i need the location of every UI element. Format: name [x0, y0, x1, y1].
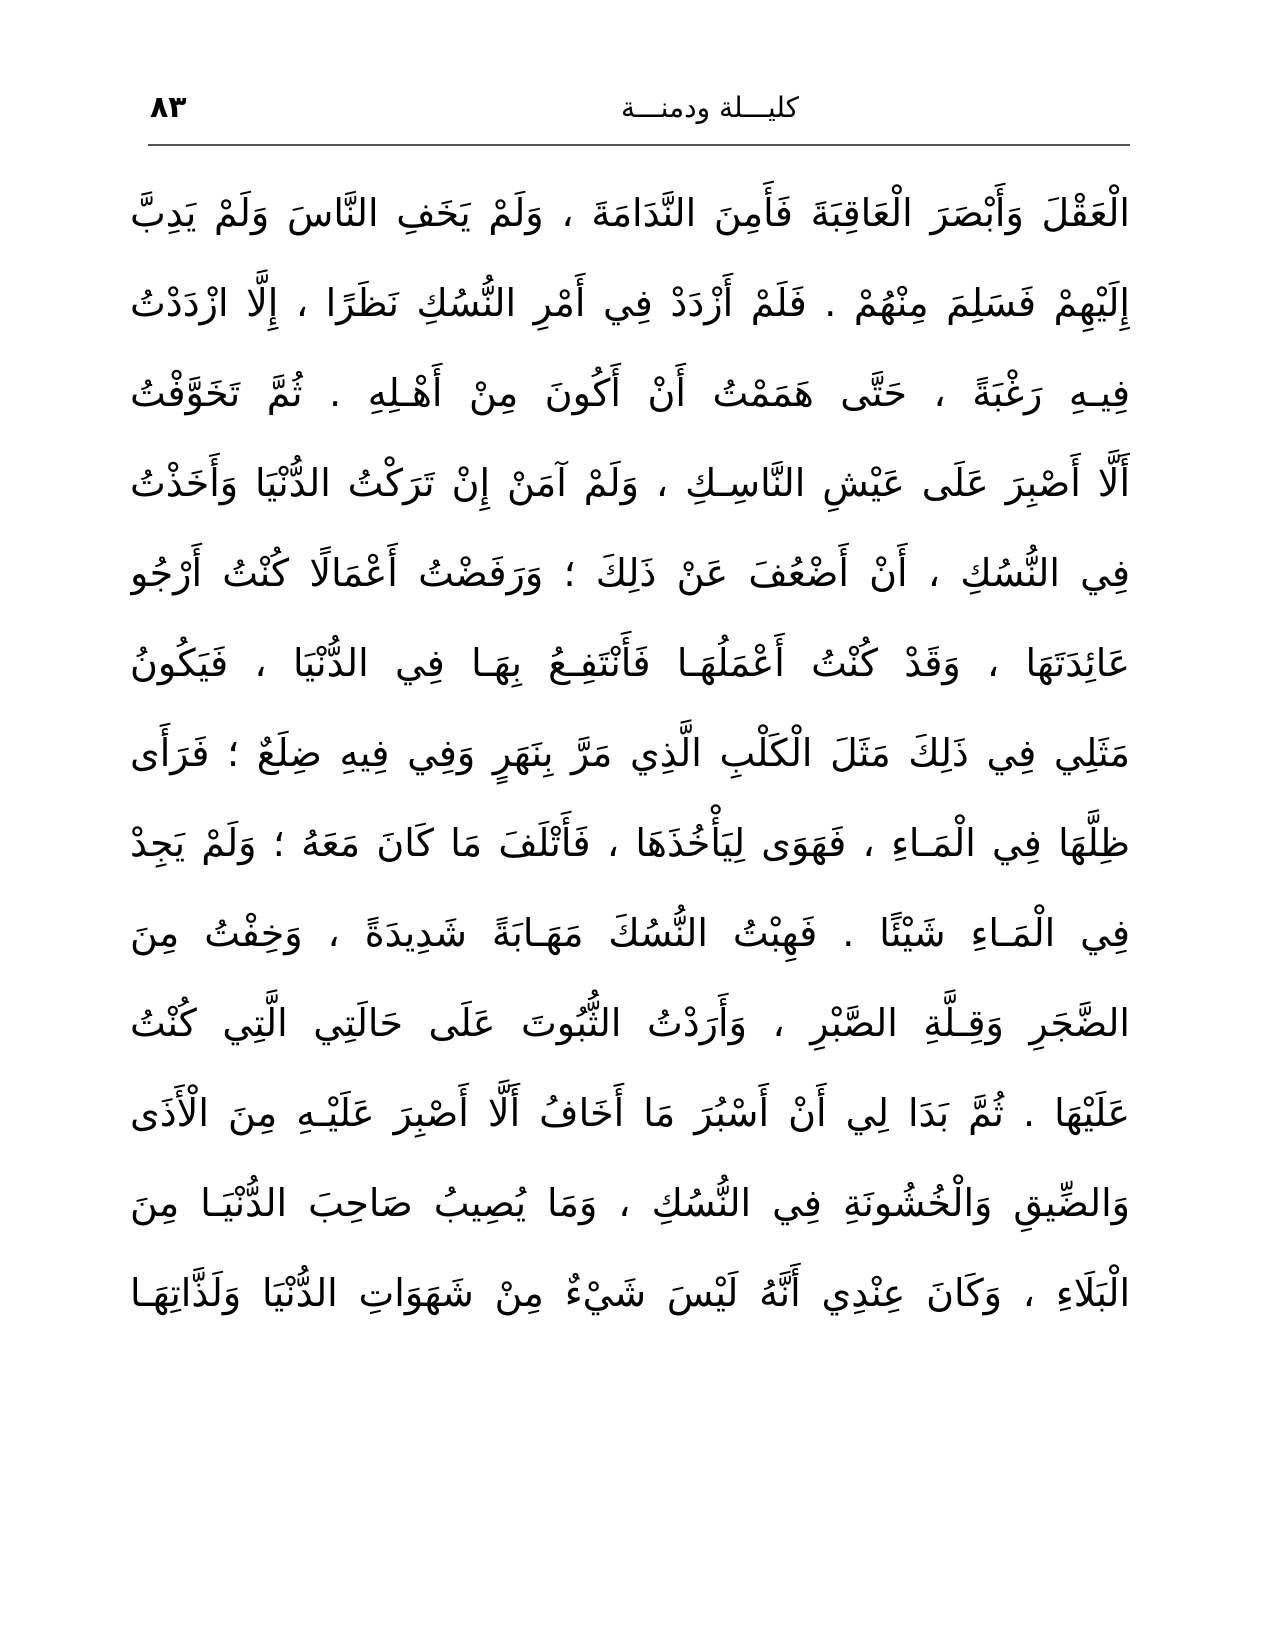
- text-line: فِيـهِ رَغْبَةً ، حَتَّى هَمَمْتُ أَنْ أَكُونَ مِنْ أَهْـلِهِ . ثُمَّ تَخَوَّفْتُ: [130, 371, 1130, 415]
- text-line: الْبَلَاءِ ، وَكَانَ عِنْدِي أَنَّهُ لَيْسَ شَيْءٌ مِنْ شَهَوَاتِ الدُّنْيَا وَلَذَّاتِهَـا: [130, 1271, 1130, 1315]
- text-line: عَائِدَتَهَا ، وَقَدْ كُنْتُ أَعْمَلُهَـا فَأَنْتَفِـعُ بِهَـا فِي الدُّنْيَا ، فَيَكُونُ: [130, 641, 1130, 685]
- text-line: الْعَقْلَ وَأَبْصَرَ الْعَاقِبَةَ فَأَمِنَ النَّدَامَةَ ، وَلَمْ يَخَفِ النَّاسَ وَلَمْ يَدِبَّ: [130, 191, 1130, 235]
- text-line: إِلَيْهِمْ فَسَلِمَ مِنْهُمْ . فَلَمْ أَزْدَدْ فِي أَمْرِ النُّسُكِ نَظَرًا ، إِلَّا ازْدَدْتُ: [130, 281, 1130, 325]
- text-line: أَلَّا أَصْبِرَ عَلَى عَيْشِ النَّاسِـكِ ، وَلَمْ آمَنْ إِنْ تَرَكْتُ الدُّنْيَا وَأَخَذْتُ: [130, 461, 1130, 505]
- body-text: [130, 168, 1130, 1338]
- text-line: فِي الْمَـاءِ شَيْئًا . فَهِبْتُ النُّسُكَ مَهَـابَةً شَدِيدَةً ، وَخِفْتُ مِنَ: [130, 911, 1130, 955]
- page-number: ٨٣: [150, 90, 187, 125]
- text-line: وَالضِّيقِ وَالْخُشُونَةِ فِي النُّسُكِ ، وَمَا يُصِيبُ صَاحِبَ الدُّنْيَـا مِنَ: [130, 1181, 1130, 1225]
- text-line: عَلَيْهَا . ثُمَّ بَدَا لِي أَنْ أَسْبُرَ مَا أَخَافُ أَلَّا أَصْبِرَ عَلَيْـهِ مِنَ الْأَذَى: [130, 1091, 1130, 1135]
- text-line: ظِلَّهَا فِي الْمَـاءِ ، فَهَوَى لِيَأْخُذَهَا ، فَأَتْلَفَ مَا كَانَ مَعَهُ ؛ وَلَمْ يَجِدْ: [130, 821, 1130, 865]
- text-line: فِي النُّسُكِ ، أَنْ أَضْعُفَ عَنْ ذَلِكَ ؛ وَرَفَضْتُ أَعْمَالًا كُنْتُ أَرْجُو: [130, 551, 1130, 595]
- page-header: [140, 86, 1140, 136]
- header-divider: [148, 144, 1130, 146]
- text-line: مَثَلِي فِي ذَلِكَ مَثَلَ الْكَلْبِ الَّذِي مَرَّ بِنَهَرٍ وَفِي فِيهِ ضِلَعٌ ؛ فَرَأَى: [130, 731, 1130, 775]
- running-title: كليـــلة ودمنـــة: [621, 91, 799, 124]
- text-line: الضَّجَرِ وَقِـلَّةِ الصَّبْرِ ، وَأَرَدْتُ الثُّبُوتَ عَلَى حَالَتِي الَّتِي كُنْتُ: [130, 1001, 1130, 1045]
